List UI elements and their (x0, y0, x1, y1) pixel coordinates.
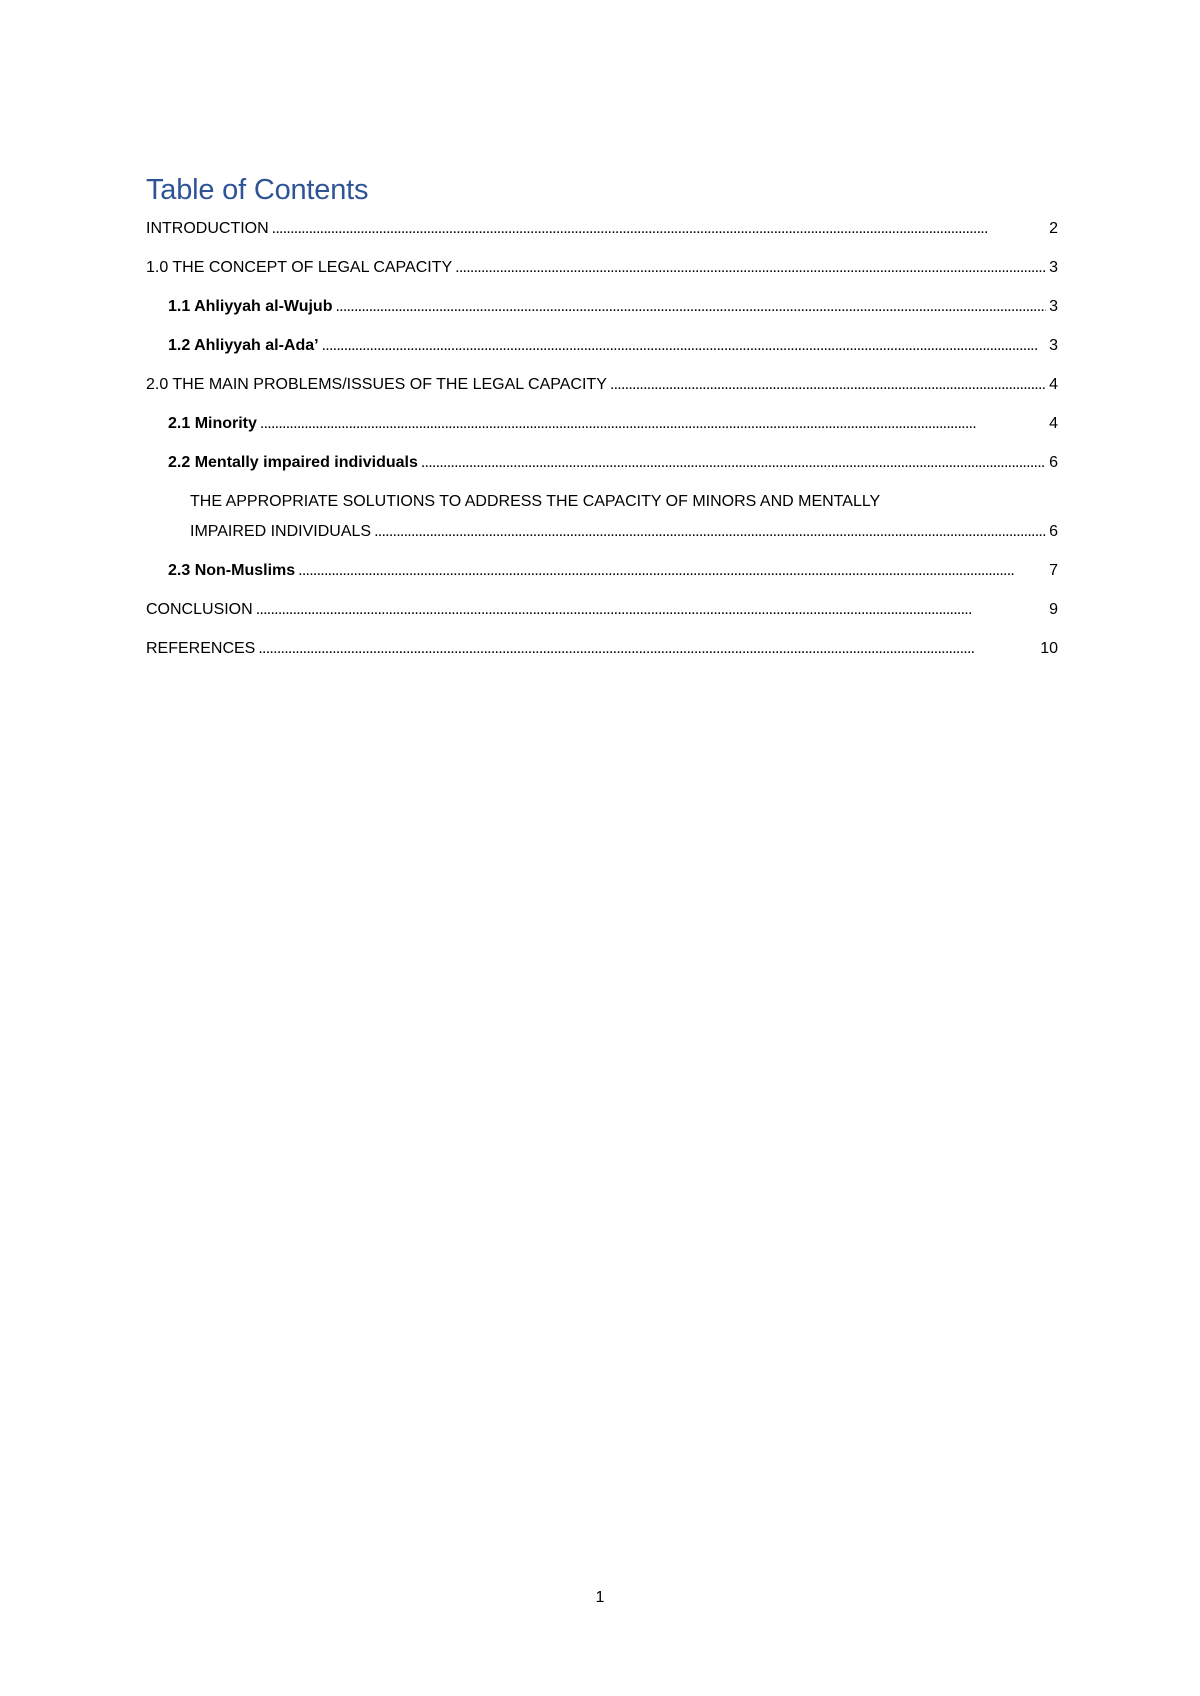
toc-entry-page: 7 (1049, 562, 1058, 579)
toc-entry-page: 2 (1049, 220, 1058, 237)
toc-entry-page: 3 (1049, 259, 1058, 276)
toc-entry-page: 4 (1049, 376, 1058, 393)
toc-entry-label: REFERENCES (146, 640, 256, 657)
toc-entry-line2 (190, 517, 1058, 547)
toc-list (146, 214, 1058, 664)
page-number: 1 (595, 1589, 605, 1606)
toc-entry-page: 3 (1049, 337, 1058, 354)
toc-entry-conclusion[interactable] (146, 595, 1058, 625)
toc-entry-ahliyyah-al-wujub[interactable] (146, 292, 1058, 322)
toc-entry-minority[interactable] (146, 409, 1058, 439)
toc-entry-label: 2.0 THE MAIN PROBLEMS/ISSUES OF THE LEGAL CAPACITY (146, 376, 607, 393)
toc-entry-page: 10 (1040, 640, 1058, 657)
toc-title: Table of Contents (146, 174, 369, 206)
toc-entry-label-line1: THE APPROPRIATE SOLUTIONS TO ADDRESS THE CAPACITY OF MINORS AND MENTALLY (190, 493, 881, 510)
toc-entry-non-muslims[interactable] (146, 556, 1058, 586)
toc-entry-label: INTRODUCTION (146, 220, 269, 237)
toc-leader-dots (455, 253, 1046, 283)
toc-entry-main-problems[interactable] (146, 370, 1058, 400)
toc-leader-dots (272, 214, 1046, 244)
toc-leader-dots (421, 448, 1046, 478)
toc-entry-label: CONCLUSION (146, 601, 253, 618)
toc-leader-dots (374, 517, 1046, 547)
toc-entry-label: 1.2 Ahliyyah al-Ada’ (168, 337, 319, 354)
toc-entry-introduction[interactable] (146, 214, 1058, 244)
toc-entry-label: 2.3 Non-Muslims (168, 562, 296, 579)
toc-entry-page: 9 (1049, 601, 1058, 618)
table-of-contents (146, 172, 1058, 673)
toc-entry-concept-of-legal-capacity[interactable] (146, 253, 1058, 283)
toc-entry-page: 4 (1049, 415, 1058, 432)
toc-entry-label-line2: IMPAIRED INDIVIDUALS (190, 523, 372, 540)
toc-leader-dots (256, 595, 1046, 625)
toc-leader-dots (258, 634, 1037, 664)
toc-entry-label: 1.0 THE CONCEPT OF LEGAL CAPACITY (146, 259, 453, 276)
toc-entry-page: 6 (1049, 523, 1058, 540)
toc-entry-mentally-impaired[interactable] (146, 448, 1058, 478)
toc-leader-dots (322, 331, 1047, 361)
toc-leader-dots (335, 292, 1046, 322)
toc-entry-ahliyyah-al-ada[interactable] (146, 331, 1058, 361)
toc-entry-page: 6 (1049, 454, 1058, 471)
toc-entry-page: 3 (1049, 298, 1058, 315)
toc-entry-appropriate-solutions[interactable] (146, 487, 1058, 547)
toc-entry-label: 2.1 Minority (168, 415, 257, 432)
toc-leader-dots (610, 370, 1046, 400)
toc-entry-label: 1.1 Ahliyyah al-Wujub (168, 298, 333, 315)
toc-leader-dots (260, 409, 1046, 439)
toc-leader-dots (298, 556, 1046, 586)
toc-entry-references[interactable] (146, 634, 1058, 664)
toc-entry-label: 2.2 Mentally impaired individuals (168, 454, 418, 471)
